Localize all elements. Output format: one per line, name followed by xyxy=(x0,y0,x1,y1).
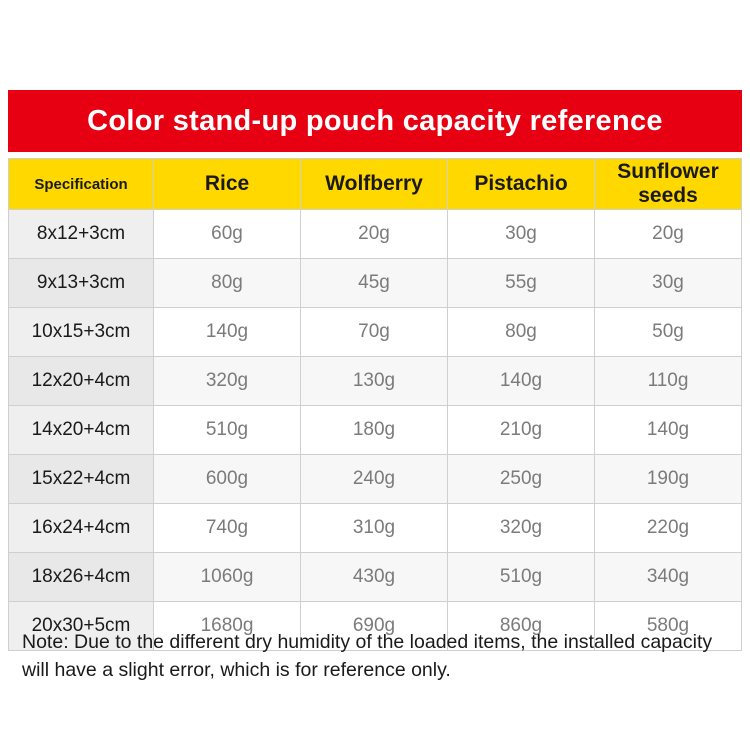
cell-sunflower-seeds: 190g xyxy=(595,455,742,504)
cell-pistachio: 250g xyxy=(448,455,595,504)
cell-wolfberry: 240g xyxy=(301,455,448,504)
table-body xyxy=(9,210,742,651)
page-title: Color stand-up pouch capacity reference xyxy=(87,104,663,137)
column-header-pistachio: Pistachio xyxy=(448,159,595,210)
banner xyxy=(8,90,742,152)
cell-specification: 15x22+4cm xyxy=(9,455,154,504)
cell-pistachio: 30g xyxy=(448,210,595,259)
cell-wolfberry: 45g xyxy=(301,259,448,308)
cell-rice: 740g xyxy=(154,504,301,553)
table-header xyxy=(9,159,742,210)
column-header-sunflower-seeds: Sunflower seeds xyxy=(595,159,742,210)
cell-rice: 80g xyxy=(154,259,301,308)
cell-pistachio: 210g xyxy=(448,406,595,455)
table-row xyxy=(9,210,742,259)
cell-pistachio: 860g xyxy=(448,602,595,651)
table-row xyxy=(9,553,742,602)
cell-specification: 12x20+4cm xyxy=(9,357,154,406)
cell-specification: 9x13+3cm xyxy=(9,259,154,308)
cell-rice: 320g xyxy=(154,357,301,406)
cell-pistachio: 320g xyxy=(448,504,595,553)
cell-pistachio: 80g xyxy=(448,308,595,357)
cell-pistachio: 510g xyxy=(448,553,595,602)
cell-wolfberry: 690g xyxy=(301,602,448,651)
cell-pistachio: 55g xyxy=(448,259,595,308)
column-header-specification: Specification xyxy=(9,159,154,210)
capacity-table xyxy=(8,158,742,651)
cell-sunflower-seeds: 50g xyxy=(595,308,742,357)
table-row xyxy=(9,357,742,406)
cell-rice: 1060g xyxy=(154,553,301,602)
cell-wolfberry: 430g xyxy=(301,553,448,602)
cell-sunflower-seeds: 110g xyxy=(595,357,742,406)
cell-specification: 18x26+4cm xyxy=(9,553,154,602)
cell-rice: 1680g xyxy=(154,602,301,651)
column-header-rice: Rice xyxy=(154,159,301,210)
table-row xyxy=(9,504,742,553)
cell-sunflower-seeds: 580g xyxy=(595,602,742,651)
cell-wolfberry: 70g xyxy=(301,308,448,357)
cell-wolfberry: 20g xyxy=(301,210,448,259)
cell-rice: 510g xyxy=(154,406,301,455)
cell-sunflower-seeds: 340g xyxy=(595,553,742,602)
cell-specification: 10x15+3cm xyxy=(9,308,154,357)
table-header-row xyxy=(9,159,742,210)
cell-rice: 600g xyxy=(154,455,301,504)
column-header-wolfberry: Wolfberry xyxy=(301,159,448,210)
table-row xyxy=(9,455,742,504)
capacity-table-wrapper xyxy=(8,158,742,651)
cell-rice: 60g xyxy=(154,210,301,259)
cell-specification: 16x24+4cm xyxy=(9,504,154,553)
cell-wolfberry: 310g xyxy=(301,504,448,553)
cell-specification: 20x30+5cm xyxy=(9,602,154,651)
note-text: Note: Due to the different dry humidity of the loaded items, the installed capacity will have a slight error, which is for reference only. xyxy=(22,631,713,681)
cell-pistachio: 140g xyxy=(448,357,595,406)
table-row xyxy=(9,406,742,455)
cell-specification: 14x20+4cm xyxy=(9,406,154,455)
table-row xyxy=(9,308,742,357)
cell-sunflower-seeds: 220g xyxy=(595,504,742,553)
cell-specification: 8x12+3cm xyxy=(9,210,154,259)
cell-sunflower-seeds: 20g xyxy=(595,210,742,259)
cell-sunflower-seeds: 140g xyxy=(595,406,742,455)
cell-wolfberry: 130g xyxy=(301,357,448,406)
cell-rice: 140g xyxy=(154,308,301,357)
cell-wolfberry: 180g xyxy=(301,406,448,455)
table-row xyxy=(9,259,742,308)
cell-sunflower-seeds: 30g xyxy=(595,259,742,308)
